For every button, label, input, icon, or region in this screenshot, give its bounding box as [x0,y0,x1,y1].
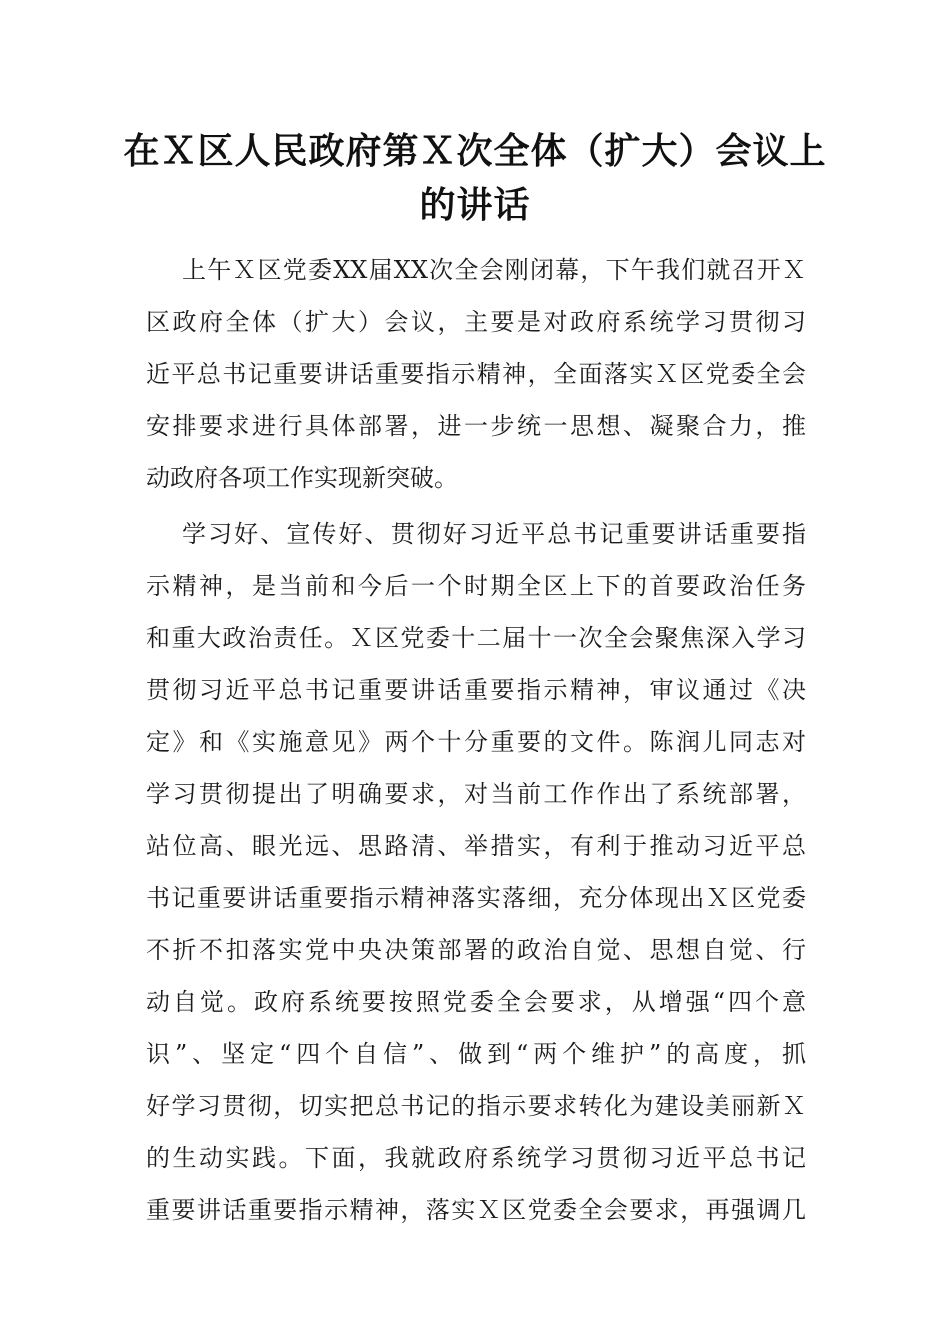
paragraph-line: 识”、坚定“四个自信”、做到“两个维护”的高度，抓 [146,1040,806,1068]
paragraph-line: 动政府各项工作实现新突破。 [146,464,458,492]
paragraph-line: 站位高、眼光远、思路清、举措实，有利于推动习近平总 [146,832,806,860]
paragraph-line: 学习好、宣传好、贯彻好习近平总书记重要讲话重要指 [182,520,806,548]
paragraph-line: 定》和《实施意见》两个十分重要的文件。陈润儿同志对 [146,728,806,756]
title-line-2: 的讲话 [419,184,531,226]
paragraph-line: 重要讲话重要指示精神，落实Ｘ区党委全会要求，再强调几 [146,1196,806,1224]
paragraph-line: 书记重要讲话重要指示精神落实落细，充分体现出Ｘ区党委 [146,884,806,912]
paragraph-line: 安排要求进行具体部署，进一步统一思想、凝聚合力，推 [146,412,806,440]
paragraph-line: 区政府全体（扩大）会议，主要是对政府系统学习贯彻习 [146,308,806,336]
paragraph-line: 动自觉。政府系统要按照党委全会要求，从增强“四个意 [146,988,806,1016]
paragraph-2 [146,508,806,1236]
paragraph-line: 示精神，是当前和今后一个时期全区上下的首要政治任务 [146,572,806,600]
paragraph-line: 近平总书记重要讲话重要指示精神，全面落实Ｘ区党委全会 [146,360,806,388]
paragraph-line: 贯彻习近平总书记重要讲话重要指示精神，审议通过《决 [146,676,806,704]
paragraph-line: 上午Ｘ区党委XX届XX次全会刚闭幕，下午我们就召开Ｘ [182,256,806,284]
paragraph-1 [146,244,806,504]
paragraph-line: 好学习贯彻，切实把总书记的指示要求转化为建设美丽新Ｘ [146,1092,806,1120]
document-title [100,124,850,232]
title-line-1: 在Ｘ区人民政府第Ｘ次全体（扩大）会议上 [123,130,827,172]
paragraph-line: 不折不扣落实党中央决策部署的政治自觉、思想自觉、行 [146,936,806,964]
paragraph-line: 学习贯彻提出了明确要求，对当前工作作出了系统部署， [146,780,806,808]
paragraph-line: 和重大政治责任。Ｘ区党委十二届十一次全会聚焦深入学习 [146,624,806,652]
paragraph-line: 的生动实践。下面，我就政府系统学习贯彻习近平总书记 [146,1144,806,1172]
